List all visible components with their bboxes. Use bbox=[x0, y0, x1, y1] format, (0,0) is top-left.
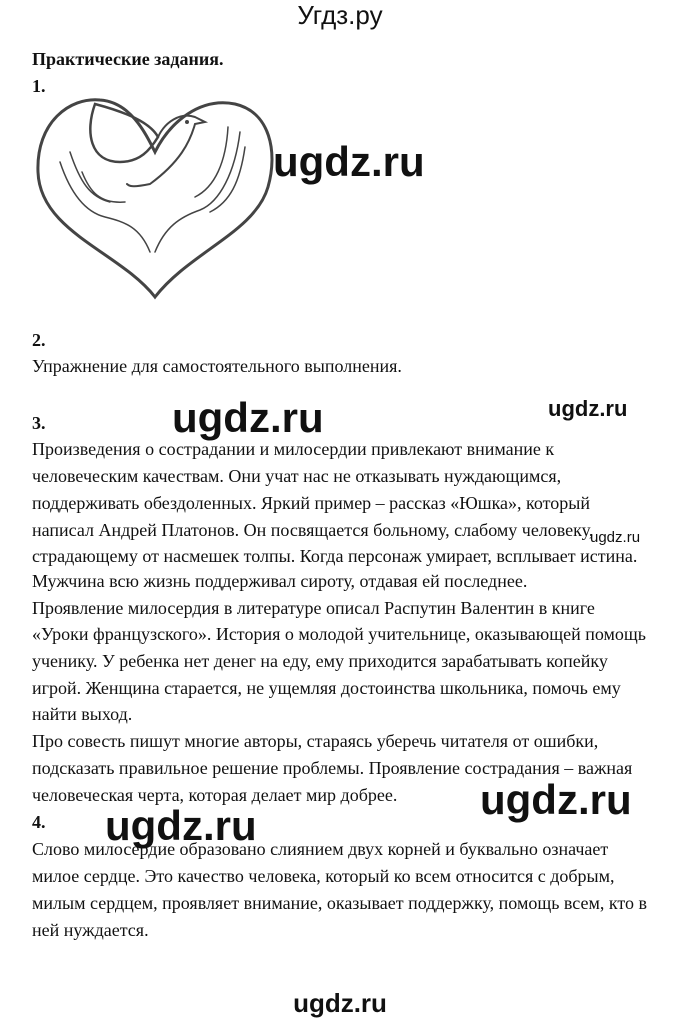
task-3-line: ученику. У ребенка нет денег на еду, ему приходится зарабатывать копейку bbox=[32, 651, 608, 671]
task-3-line: написал Андрей Платонов. Он посвящается больному, слабому человеку, bbox=[32, 520, 594, 540]
task-3-line: Мужчина всю жизнь поддерживал сироту, отдавая ей последнее. bbox=[32, 571, 528, 591]
heart-dove-hands-icon bbox=[30, 92, 280, 302]
watermark: ugdz.ru bbox=[172, 394, 324, 441]
watermark: ugdz.ru bbox=[480, 776, 632, 823]
task-3-line: найти выход. bbox=[32, 704, 133, 724]
task-3-line: Проявление милосердия в литературе описал Распутин Валентин в книге bbox=[32, 598, 595, 618]
task-3-line: человеческим качествам. Они учат нас не отказывать нуждающимся, bbox=[32, 466, 562, 486]
task-3-number: 3. bbox=[32, 413, 46, 433]
task-3-line: подсказать правильное решение проблемы. Проявление сострадания – важная bbox=[32, 758, 633, 778]
watermark: ugdz.ru bbox=[590, 529, 641, 546]
task-2-text: Упражнение для самостоятельного выполнения. bbox=[32, 356, 402, 376]
task-3-line: поддерживать обездоленных. Яркий пример – рассказ «Юшка», который bbox=[32, 493, 590, 513]
task-4-number: 4. bbox=[32, 812, 46, 832]
task-4-line: Слово милосердие образовано слиянием двух корней и буквально означает bbox=[32, 839, 609, 859]
page-title: Практические задания. bbox=[32, 49, 224, 69]
task-4-line: ней нуждается. bbox=[32, 920, 149, 940]
task-2-number: 2. bbox=[32, 330, 46, 350]
watermark-footer: ugdz.ru bbox=[293, 988, 387, 1018]
task-4-line: милым сердцем, проявляет внимание, оказывает поддержку, помощь всем, кто в bbox=[32, 893, 648, 913]
task-3-line: Произведения о сострадании и милосердии привлекают внимание к bbox=[32, 439, 555, 459]
watermark: ugdz.ru bbox=[105, 802, 257, 849]
task-3-line: «Уроки французского». История о молодой учительнице, оказывающей помощь bbox=[32, 624, 646, 644]
task-3-line: игрой. Женщина старается, не ущемляя достоинства школьника, помочь ему bbox=[32, 678, 621, 698]
task-3-line: человеческая черта, которая делает мир добрее. bbox=[32, 785, 398, 805]
task-1-number: 1. bbox=[32, 76, 46, 96]
watermark: ugdz.ru bbox=[548, 396, 628, 421]
task-4-line: милое сердце. Это качество человека, который ко всем относится с добрым, bbox=[32, 866, 615, 886]
site-title: Угдз.ру bbox=[297, 0, 383, 30]
task-3-line: страдающему от насмешек толпы. Когда персонаж умирает, всплывает истина. bbox=[32, 546, 638, 566]
task-3-line: Про совесть пишут многие авторы, стараясь уберечь читателя от ошибки, bbox=[32, 731, 599, 751]
watermark: ugdz.ru bbox=[273, 138, 425, 185]
